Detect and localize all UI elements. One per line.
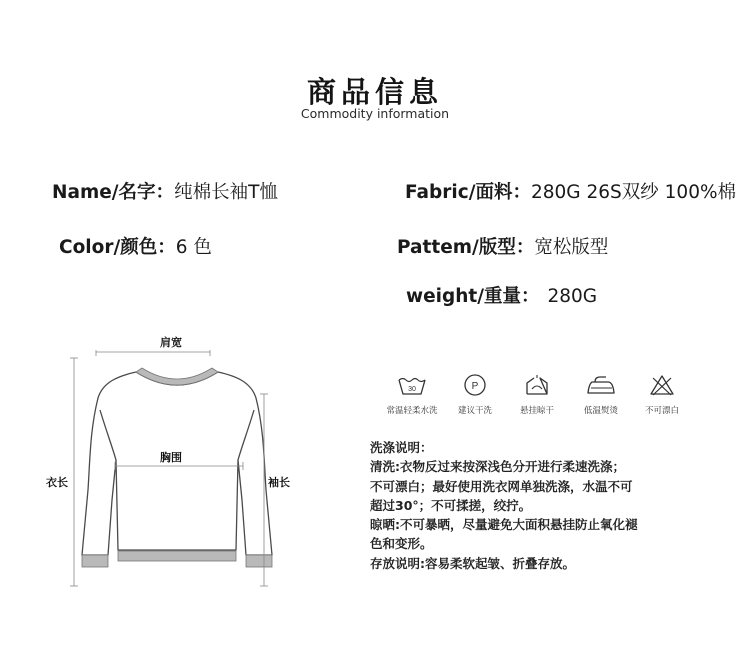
svg-text:30: 30	[408, 386, 416, 393]
spec-weight	[406, 282, 597, 308]
care-label-wash: 常温轻柔水洗	[386, 406, 438, 416]
spec-color	[59, 233, 212, 259]
spec-color-value: 6 色	[175, 237, 212, 258]
washing-line: 清洗:衣物反过来按深浅色分开进行柔速洗涤；	[370, 459, 625, 475]
wash-30-icon	[397, 374, 427, 396]
care-item-hang-dry	[502, 374, 572, 416]
care-label-hang-dry: 悬挂晾干	[519, 406, 554, 416]
shoulder-width-label: 肩宽	[160, 336, 182, 349]
page-subtitle: Commodity information	[300, 106, 450, 121]
spec-name-value: 纯棉长袖T恤	[174, 182, 278, 203]
care-item-wash	[377, 374, 447, 416]
sweatshirt-diagram	[60, 350, 300, 590]
spec-name-label: Name/名字：	[52, 182, 175, 203]
rib-trims	[82, 368, 272, 567]
sleeve-length-label: 袖长	[268, 476, 290, 489]
care-label-iron: 低温熨烫	[583, 406, 618, 416]
body-length-label: 衣长	[46, 476, 68, 489]
dry-clean-p-icon	[463, 374, 487, 396]
page-title: 商品信息	[306, 75, 443, 109]
spec-pattern	[397, 233, 608, 259]
washing-line: 不可漂白；最好使用洗衣网单独洗涤，水温不可	[370, 478, 633, 494]
care-item-no-bleach	[627, 374, 697, 416]
spec-weight-label: weight/重量：	[406, 286, 540, 307]
care-item-dry-clean	[440, 374, 510, 416]
spec-name	[52, 178, 278, 204]
spec-fabric-label: Fabric/面料：	[405, 182, 531, 203]
iron-low-icon	[586, 374, 616, 396]
washing-line: 色和变形。	[370, 536, 433, 552]
spec-pattern-label: Pattem/版型：	[397, 237, 535, 258]
care-label-dry-clean: 建议干洗	[457, 406, 492, 416]
svg-text:P: P	[471, 381, 479, 392]
spec-pattern-value: 宽松版型	[534, 237, 609, 258]
washing-instructions	[370, 438, 638, 573]
care-item-iron	[566, 374, 636, 416]
hang-dry-icon	[524, 374, 550, 396]
no-bleach-icon	[649, 374, 675, 396]
washing-line: 存放说明:容易柔软起皱、折叠存放。	[370, 555, 575, 571]
spec-fabric-value: 280G 26S双纱 100%棉	[530, 182, 737, 203]
care-label-no-bleach: 不可漂白	[644, 406, 679, 416]
spec-color-label: Color/颜色：	[59, 237, 176, 258]
spec-fabric	[405, 178, 736, 204]
washing-line: 晾晒:不可暴晒，尽量避免大面积悬挂防止氧化褪	[370, 517, 638, 533]
spec-weight-value: 280G	[547, 286, 598, 307]
washing-line: 超过30°；不可揉搓，绞拧。	[370, 497, 532, 513]
washing-heading: 洗涤说明：	[370, 440, 433, 455]
chest-label: 胸围	[160, 451, 182, 464]
